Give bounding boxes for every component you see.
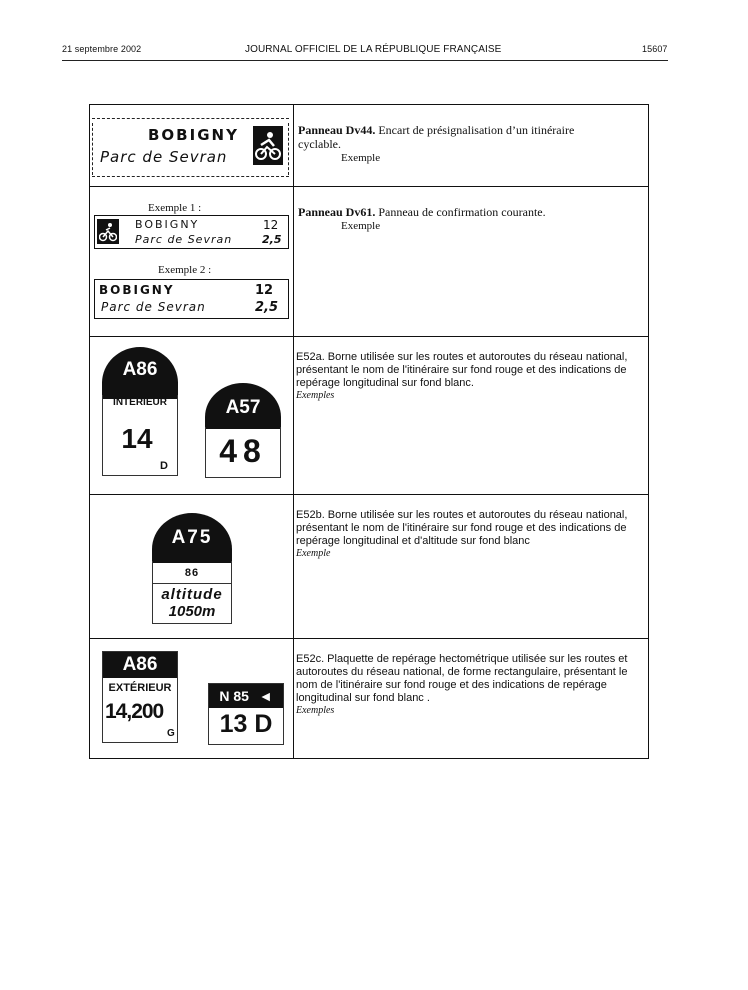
plaque-a86-side: G [167,728,175,739]
dv61-ex2-subdestination: Parc de Sevran [101,300,206,314]
borne-a75 [152,513,232,625]
table-row [90,187,649,337]
borne-a75-altitude-label: altitude [161,586,223,603]
dv61-ex1-subdestination: Parc de Sevran [135,233,233,246]
dv61-ex1-distance2: 2,5 [262,233,282,246]
plaque-n85-header [209,684,283,708]
plaque-a86-pr: 14,200 [105,700,164,723]
dv61-text: Panneau de confirmation courante. [378,205,546,219]
dv61-example1-label: Exemple 1 : [148,202,202,214]
e52b-example-label: Exemple [296,548,331,559]
dv44-sign [92,118,289,177]
description-cell [294,337,649,495]
plaque-a86-road: A86 [103,652,177,678]
dv61-ex2-destination: BOBIGNY [99,283,175,297]
borne-a86-road: A86 [122,359,158,380]
borne-a57-road: A57 [225,397,261,418]
bicycle-icon [253,126,283,165]
borne-a86-side: D [160,460,168,472]
description-cell [294,495,649,639]
borne-a57 [205,383,281,479]
table-row [90,337,649,495]
borne-a75-road: A75 [171,527,213,548]
plaque-n85-pr: 13 D [219,710,273,738]
dv61-example-label: Exemple [341,220,381,232]
sign-cell [90,495,294,639]
dv61-example2-label: Exemple 2 : [158,264,212,276]
signs-table [89,104,649,759]
e52c-text: E52c. Plaquette de repérage hectométrique utilisée sur les routes et autoroutes du réseau national, de forme rectangulaire, présentant le nom de l'itinéraire sur fond rouge et des indications de repérage longitudinal sur fond blanc . [296,653,628,704]
dv44-text: Encart de présignalisation d’un itinéraire cyclable. [298,123,575,151]
borne-a86 [102,347,178,479]
sign-cell [90,639,294,759]
plaque-a86-label: EXTÉRIEUR [108,682,172,694]
sign-cell [90,105,294,187]
description-cell [294,105,649,187]
bicycle-icon [97,219,119,244]
dv61-example1-sign [94,215,289,249]
description-cell [294,639,649,759]
description-cell [294,187,649,337]
arrow-left-icon: ◄ [258,688,273,704]
header-page-number: 15607 [642,44,668,54]
dv44-description [294,105,648,151]
borne-a86-pr: 14 [121,423,153,454]
sign-cell [90,187,294,337]
borne-a75-pr: 86 [184,567,200,579]
dv44-title: Panneau Dv44. [298,123,376,137]
table-row [90,105,649,187]
dv61-description [294,187,648,219]
e52a-text: E52a. Borne utilisée sur les routes et autoroutes du réseau national, présentant le nom de l'itinéraire sur fond rouge et des indications de repérage longitudinal sur fond blanc. [296,351,628,389]
header-date: 21 septembre 2002 [62,44,142,54]
dv61-ex1-destination: BOBIGNY [135,218,200,231]
dv61-ex2-distance1: 12 [255,283,274,298]
dv44-example-label: Exemple [341,152,381,164]
dv44-subdestination: Parc de Sevran [100,148,228,166]
dv61-title: Panneau Dv61. [298,205,376,219]
dv61-example2-sign [94,279,289,319]
table-row [90,495,649,639]
header-rule [62,60,668,61]
dv61-ex1-distance1: 12 [263,218,279,232]
borne-a75-altitude-value: 1050m [168,603,216,620]
plaque-n85-road: N 85 [219,688,249,704]
plaque-n85 [208,683,284,745]
plaque-a86 [102,651,178,743]
table-row [90,639,649,759]
borne-a86-label: INTÉRIEUR [113,397,167,408]
dv61-ex2-distance2: 2,5 [255,300,279,315]
borne-a57-pr: 48 [219,433,267,469]
sign-cell [90,337,294,495]
e52b-text: E52b. Borne utilisée sur les routes et autoroutes du réseau national, présentant le nom de l'itinéraire sur fond rouge et des indications de repérage longitudinal et d'altitude sur fond blanc [296,509,628,547]
dv44-destination: BOBIGNY [148,126,239,144]
e52a-example-label: Exemples [296,390,335,401]
header-journal: JOURNAL OFFICIEL DE LA RÉPUBLIQUE FRANÇAISE [245,44,502,55]
e52c-example-label: Exemples [296,705,335,716]
